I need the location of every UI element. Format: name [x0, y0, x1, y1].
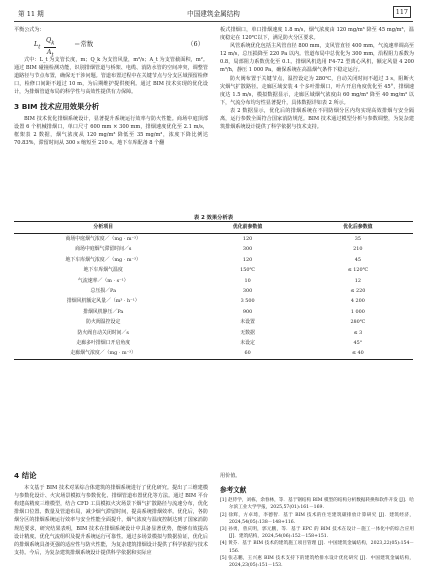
equation-6 — [14, 34, 208, 59]
reference-item: [4] 黄芬．基于 BIM 技术的建筑施工项目管理 [J]．中国建筑金属结构，2023,22(05):154－156. — [220, 541, 414, 554]
table-cell-item: 商场中庭烟气滞留时间／s — [75, 246, 132, 253]
table-cell-before: 120 — [242, 236, 253, 242]
table-cell-item: 走廊烟气浓度／（mg · m⁻³） — [14, 348, 192, 359]
page-header — [0, 6, 427, 18]
table-cell-before: 300 — [242, 288, 253, 295]
table-cell-before: 10 — [244, 277, 251, 284]
section-heading-4: 4 结论 — [14, 471, 37, 480]
paragraph: 风管系统优化包括主风管直径 800 mm，支风管直径 400 mm，气流速率调高至 12 m/s，总压损降至 220 Pa 以内。管道布局中总优化为 300 mm，沿程阻力系数为 0.8，局部阻力系数优化至 0.1。排烟风机选用 F4-72 型离心风机，额定风量 4 200 m³/h，静压 1 000 Pa，确保系统在高温烟气条件下稳定运行。 — [220, 43, 414, 74]
table-cell-after: 1 000 — [350, 308, 365, 315]
page-number: 117 — [393, 6, 411, 18]
paragraph: BIM 技术优化排烟系统设计，显著提升系统运行效率与防火性能。商场中庭顶部设置 6 个机械排烟口，单口尺寸 600 mm × 300 mm，排烟速度优化至 2.1 m/s，框架表 2 数据，烟气浓度从 120 mg/m³ 降低至 35 mg/m³，浓度下降比例达 70.83%，滞留时间从 300 s 缩短至 210 s。地下车库配备 8 个翻 — [14, 115, 208, 146]
table-row — [14, 276, 413, 286]
paragraph: 表 2 数据显示，优化后的排烟系统在不同防烟分区内均实现高效排烟与安全隔离，运行参数全面符合国家消防规范。BIM 技术通过模型分析与参数调整，为复杂建筑排烟系统设计提供了科学依据与技术支持。 — [220, 107, 414, 131]
table-cell-item: 商场中庭烟气浓度／（mg · m⁻³） — [65, 236, 141, 242]
right-column-bottom — [220, 472, 414, 569]
table-cell-after: ≤ 220 — [350, 288, 366, 295]
table-cell-before: 3 500 — [240, 298, 255, 305]
header-rule — [14, 21, 413, 22]
table-cell-item: 地下车库烟气浓度／（mg · m⁻³） — [65, 256, 141, 263]
reference-item: [2] 徐辉，方卓琦，李德智．基于 BIM 技术的住宅建筑碳排放计算研究 [J]．建筑经济，2024,54(05):138－148+116. — [220, 512, 414, 525]
table-row — [14, 265, 413, 275]
table-row — [14, 338, 413, 348]
issue-number: 第 11 期 — [18, 10, 44, 18]
formula-number: （6） — [187, 40, 204, 49]
table-row — [14, 296, 413, 306]
reference-item: [3] 孙勇，曾庆明，郭元鹏，等．基于 EPC 的 BIM 技术在设计－施工一体化中的综合应用 [J]．建筑结构，2024,54(06):152－158+151. — [220, 527, 414, 540]
table-row — [14, 286, 413, 296]
table-cell-before: 60 — [192, 348, 302, 359]
table-cell-before: 未设置 — [240, 319, 255, 326]
formula-intro: 平衡公式为： — [14, 27, 45, 33]
right-column-top — [220, 26, 414, 131]
table-cell-after: 280℃ — [350, 319, 366, 326]
table-cell-before: 未设定 — [240, 340, 255, 347]
paragraph: 用价值。 — [220, 473, 241, 479]
left-column-bottom — [14, 472, 208, 557]
table-cell-after: ≤ 3 — [353, 329, 363, 336]
table-row — [14, 255, 413, 265]
table-cell-item: 地下车库烟气温度 — [83, 267, 123, 274]
table-cell-after: 35 — [354, 236, 361, 242]
table-row — [14, 244, 413, 254]
left-column-top — [14, 26, 208, 147]
formula-fraction: $\frac{Q_k}{A_t}$ — [46, 36, 55, 59]
table-cell-before: 900 — [242, 308, 253, 315]
column-header: 优化前参数值 — [192, 222, 302, 234]
table-title: 表 2 效果分析表 — [193, 215, 234, 221]
column-header: 分析项目 — [14, 222, 192, 234]
table-cell-after: 45 — [354, 256, 361, 263]
paragraph: 防火阀布置于关键节点，温控设定为 280℃，自动关闭时间不超过 3 s，阻断火灾烟气扩散路径。走廊区域安装 4 个多叶排烟口，叶片开启角度优化至 45°，排烟速度达 1.5 m/s，模拟数据显示，走廊区域烟气浓度由 60 mg/m³ 降至 40 mg/m³ 以下，气流分布均匀性显著提升，具体数据详如表 2 所示。 — [220, 75, 414, 106]
table-cell-item: 防火阀自动关闭时间／s — [77, 329, 129, 336]
reference-item: [5] 张志鹏，王兴惠 BIM 技术支持下的建筑给排水设计优化研究 [J]．中国建筑金属结构，2024,23(05):151－153. — [220, 555, 414, 569]
table-row — [14, 317, 413, 327]
paragraph: 板式排烟口，单口排烟速度 1.8 m/s，烟气浓度由 120 mg/m³ 降至 45 mg/m³，温度稳定在 120℃以下，满足防火分区要求。 — [220, 27, 414, 42]
table-cell-before: 120 — [242, 256, 253, 263]
table-cell-item: 排烟风机额定风量／（m³ · h⁻¹） — [66, 298, 140, 305]
table-cell-after: 210 — [353, 246, 363, 253]
table-cell-after: 4 200 — [350, 298, 365, 305]
table-cell-item: 气流速率／（m · s⁻¹） — [77, 277, 129, 284]
references-heading: 参考文献 — [220, 486, 247, 495]
table-row — [14, 307, 413, 317]
table-header-row — [14, 222, 413, 234]
journal-title: 中国建筑金属结构 — [187, 11, 240, 18]
table-cell-item: 排烟风机静压／Pa — [83, 308, 124, 315]
section-heading-3: 3 BIM 技术应用效果分析 — [14, 101, 100, 111]
formula-lhs: $L_t$ — [34, 40, 41, 51]
table-cell-after: 12 — [354, 277, 361, 284]
table-row — [14, 234, 413, 245]
table-row — [14, 348, 413, 359]
table-cell-after: ≤ 120℃ — [347, 267, 369, 274]
column-header: 优化后参数值 — [303, 222, 413, 234]
table-cell-before: 300 — [242, 246, 253, 253]
formula-rhs: ＝常数 — [74, 40, 94, 49]
table-cell-before: 150℃ — [240, 267, 255, 274]
table-cell-item: 防火阀温控设定 — [86, 319, 121, 326]
paragraph: 式中：L_t 为支管长度，m；Q_k 为支管风量，m³/s；A_t 为支管截面积，m²。通过 BIM 碰撞检测功能，识别排烟管道与桥架、电缆、消防水管的空间冲突，调整管道路径与节点布置，确保无干涉问题。管道布置过程中在关键节点与分支区域预留检修口，检修口间距不超过 10 m，为后期维护提供便利。通过 BIM 技术实现的优化设计，为排烟管道布局的科学性与高效性提供有力保障。 — [14, 57, 208, 96]
paragraph: 本文基于 BIM 技术对某综合体建筑的排烟系统进行了优化研究。提出了三维建模与参数化设计、火灾场景模拟与参数优化、排烟管道布置优化等方法。通过 BIM 平台构建高精度三维模型，结合 CFD 工具模拟火灾场景下烟气扩散路径与流速分布，优化排烟口位置、数量及管道布局，减少烟气滞留时间，提高系统排烟效率。优化后，各防烟分区的排烟系统运行效率与安全性能全面提升，烟气浓度与温度控制达到了国家消防规范要求，研究结果表明，BIM 技术在排烟系统设计中具备显著优势，能够有效提高设计精度、优化气流组织及提升系统运行可靠性。通过多场景模拟与数据验证，优化后的排烟系统具备更强的适应性与防火性能，为复杂建筑排烟设计提供了科学依据与技术支持。今后，为复杂建筑排烟系统设计提供科学依据和实际应 — [14, 485, 208, 556]
table-cell-after: 45° — [353, 340, 363, 347]
table-cell-item: 走廊多叶排烟口开启角度 — [76, 340, 131, 347]
table-cell-after: ≤ 40 — [303, 348, 413, 359]
table-row — [14, 328, 413, 338]
table-cell-before: 无数据 — [240, 329, 255, 336]
reference-item: [1] 赵侍学，刘栋，余春林，等．基于钢结构 BIM 模型的结构分析数据转换和软件开发 [J]．哈尔滨工业大学学报，2025,57(01):161－169. — [220, 498, 414, 511]
effect-analysis-table — [14, 221, 413, 360]
table-cell-item: 总压损／Pa — [90, 288, 116, 295]
